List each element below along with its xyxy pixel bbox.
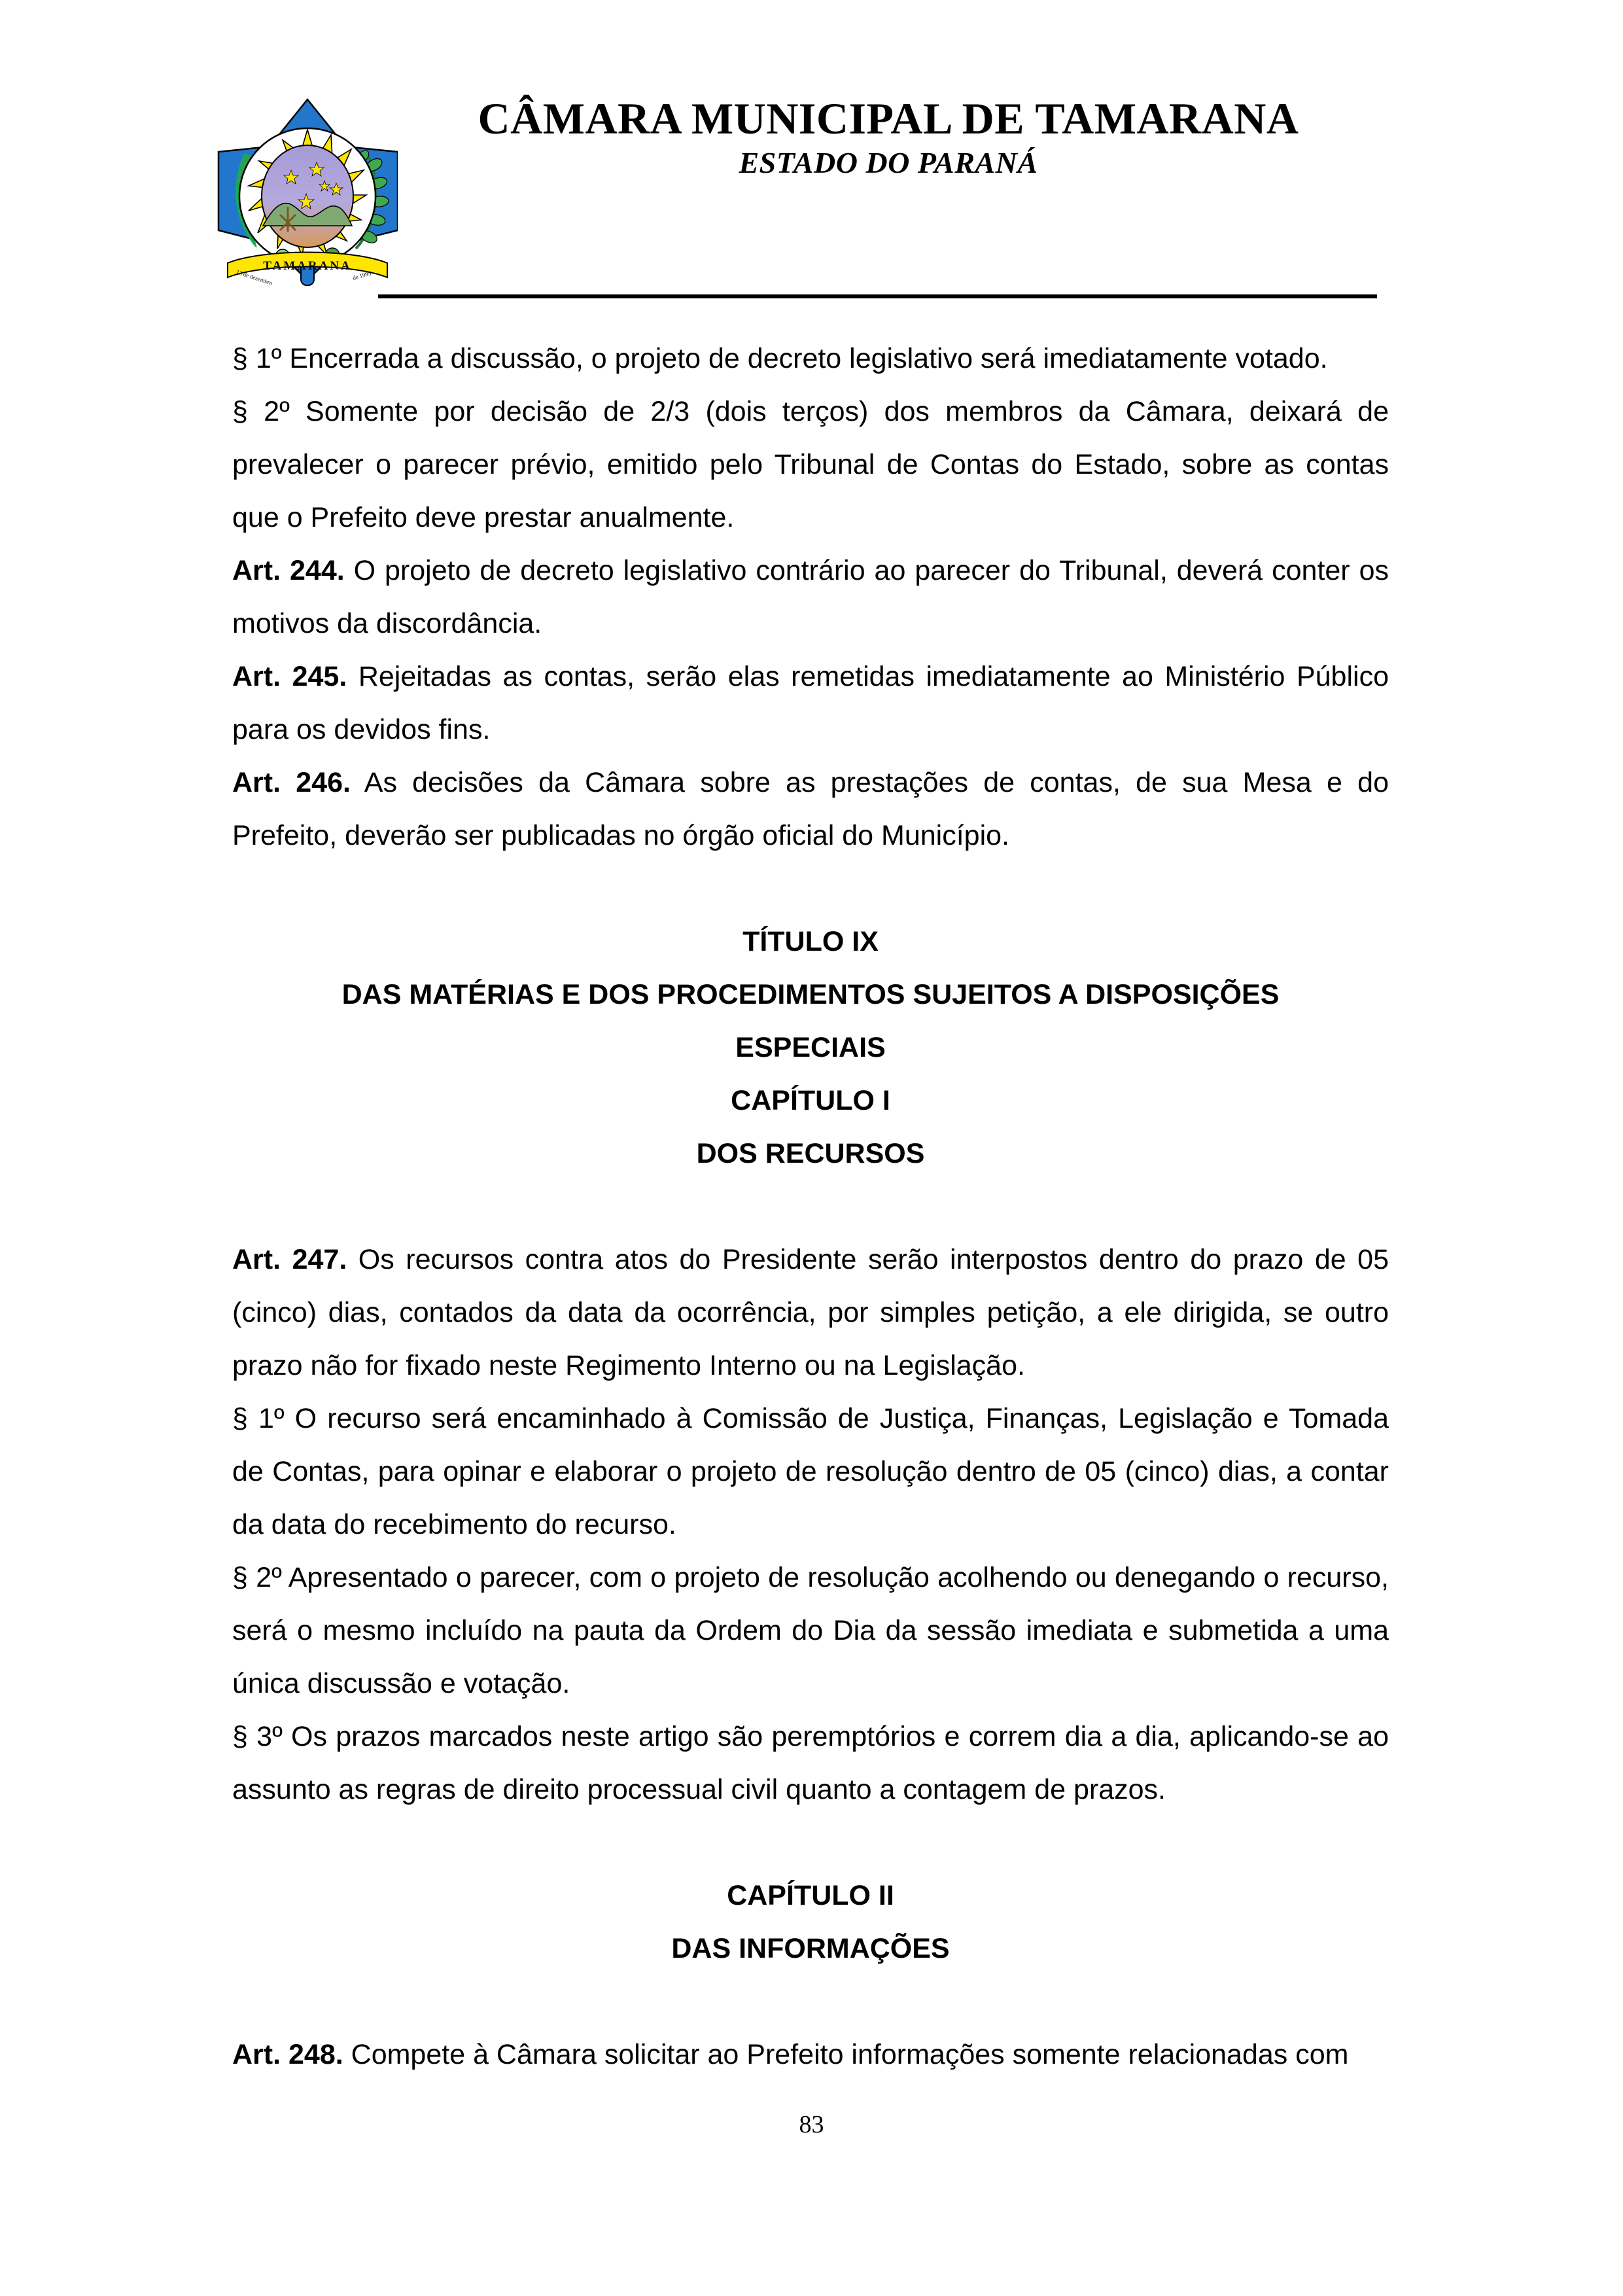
- article-247-label: Art. 247.: [232, 1244, 347, 1275]
- paragraph-1o-art243: § 1º Encerrada a discussão, o projeto de decreto legislativo será imediatamente votado.: [232, 343, 1328, 374]
- spacer-before-titulo: [232, 862, 1389, 915]
- heading-das-informacoes: DAS INFORMAÇÕES: [671, 1933, 950, 1964]
- article-245-text: Rejeitadas as contas, serão elas remetidas imediatamente ao Ministério Público para os devidos fins.: [232, 661, 1389, 745]
- spacer-after-das-informacoes: [232, 1975, 1389, 2028]
- spacer-before-capitulo-ii: [232, 1816, 1389, 1869]
- article-245-label: Art. 245.: [232, 661, 347, 692]
- paragraph-3o-art247: § 3º Os prazos marcados neste artigo são peremptórios e correm dia a dia, aplicando-se ao assunto as regras de direito processual civil quanto a contagem de prazos.: [232, 1721, 1389, 1805]
- document-body: [232, 332, 1389, 2081]
- article-244-label: Art. 244.: [232, 555, 345, 586]
- article-244: [232, 544, 1389, 650]
- article-246-text: As decisões da Câmara sobre as prestações de contas, de sua Mesa e do Prefeito, deverão ser publicadas no órgão oficial do Município.: [232, 767, 1389, 851]
- paragraph-1o-art247: § 1º O recurso será encaminhado à Comissão de Justiça, Finanças, Legislação e Tomada de Contas, para opinar e elaborar o projeto de resolução dentro de 05 (cinco) dias, a contar da data do recebimento do recurso.: [232, 1403, 1389, 1540]
- article-244-text: O projeto de decreto legislativo contrário ao parecer do Tribunal, deverá conter os motivos da discordância.: [232, 555, 1389, 639]
- article-248-text: Compete à Câmara solicitar ao Prefeito informações somente relacionadas com: [343, 2039, 1349, 2070]
- paragraph-2o-art247: § 2º Apresentado o parecer, com o projeto de resolução acolhendo ou denegando o recurso, será o mesmo incluído na pauta da Ordem do Dia da sessão imediata e submetida a uma única discussão e votação.: [232, 1562, 1389, 1699]
- article-248: [232, 2028, 1389, 2081]
- paragraph-2o-art243: § 2º Somente por decisão de 2/3 (dois terços) dos membros da Câmara, deixará de prevalecer o parecer prévio, emitido pelo Tribunal de Contas do Estado, sobre as contas que o Prefeito deve prestar anualmente.: [232, 396, 1389, 533]
- spacer-after-dos-recursos: [232, 1180, 1389, 1233]
- coat-of-arms-icon: [217, 92, 398, 288]
- article-248-label: Art. 248.: [232, 2039, 343, 2070]
- heading-capitulo-ii: CAPÍTULO II: [727, 1880, 894, 1911]
- article-246: [232, 756, 1389, 862]
- article-245: [232, 650, 1389, 756]
- page-number: 83: [799, 2111, 824, 2138]
- heading-titulo-ix-subject-cont: ESPECIAIS: [735, 1032, 886, 1063]
- organization-title: CÂMARA MUNICIPAL DE TAMARANA: [478, 94, 1299, 143]
- heading-titulo-ix-subject: DAS MATÉRIAS E DOS PROCEDIMENTOS SUJEITOS A DISPOSIÇÕES: [341, 979, 1280, 1010]
- svg-text:TAMARANA: TAMARANA: [263, 259, 352, 273]
- article-247: [232, 1233, 1389, 1392]
- document-header: [0, 77, 1623, 287]
- header-divider: [378, 294, 1377, 298]
- heading-titulo-ix: TÍTULO IX: [742, 926, 879, 957]
- header-text-block: [398, 77, 1379, 181]
- organization-subtitle: ESTADO DO PARANÁ: [739, 146, 1038, 180]
- heading-capitulo-i: CAPÍTULO I: [731, 1085, 890, 1116]
- article-247-text: Os recursos contra atos do Presidente serão interpostos dentro do prazo de 05 (cinco) dias, contados da data da ocorrência, por simples petição, a ele dirigida, se outro prazo não for fixado neste Regimento Interno ou na Legislação.: [232, 1244, 1389, 1381]
- svg-text:de 1995: de 1995: [351, 270, 372, 281]
- article-246-label: Art. 246.: [232, 767, 351, 798]
- heading-dos-recursos: DOS RECURSOS: [696, 1138, 925, 1169]
- svg-text:13 de dezembro: 13 de dezembro: [236, 268, 273, 287]
